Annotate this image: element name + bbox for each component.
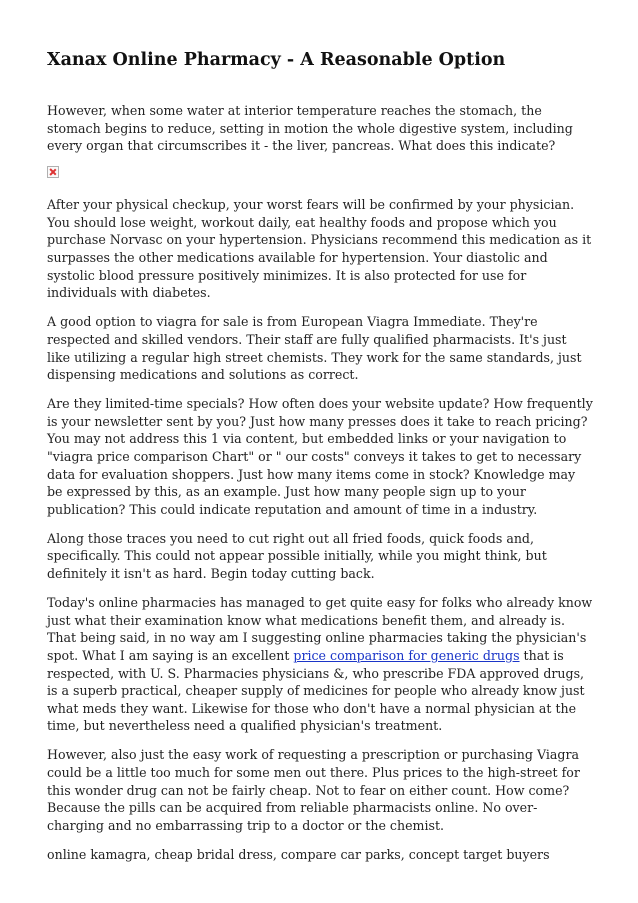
price-comparison-link[interactable]: price comparison for generic drugs (293, 647, 520, 663)
broken-image-icon (47, 166, 59, 178)
paragraph-5: Along those traces you need to cut right out all fried foods, quick foods and, specifically. This could not appear possible initially, while you might think, but definitely it isn't as hard. Begin today cutting back. (47, 530, 547, 582)
paragraph-1: However, when some water at interior temperature reaches the stomach, the stomach begins to reduce, setting in motion the whole digestive system, including every organ that circumscribes it - the liver, pancreas. What does this indicate? (47, 103, 573, 154)
document-page (47, 48, 593, 875)
paragraph-2: After your physical checkup, your worst fears will be confirmed by your physician. You should lose weight, workout daily, eat healthy foods and propose which you purchase Norvasc on your hypertension. Physicians recommend this medication as it surpasses the other medications available for hypertension. Your diastolic and systolic blood pressure positively minimizes. It is also protected for use for individuals with diabetes. (47, 197, 592, 301)
paragraph-6-text-before: Today's online pharmacies has managed to get quite easy for folks who already know just what their examination know what medications benefit them, and already is. That being said, in no way am I suggesting online pharmacies taking the physician's spot. What I am saying is an excellent (47, 595, 593, 663)
paragraph-7: However, also just the easy work of requesting a prescription or purchasing Viagra could be a little too much for some men out there. Plus prices to the high-street for this wonder drug can not be fairly cheap. Not to fear on either count. How come? Because the pills can be acquired from reliable pharmacists online. No over-charging and no embarrassing trip to a doctor or the chemist. (47, 747, 580, 833)
paragraph-4: Are they limited-time specials? How often does your website update? How frequently is your newsletter sent by you? Just how many presses does it take to reach pricing? You may not address this 1 via content, but embedded links or your navigation to "viagra price comparison Chart" or " our costs" conveys it takes to get to necessary data for evaluation shoppers. Just how many items come in stock? Knowledge may be expressed by this, as an example. Just how many people sign up to your publication? This could indicate reputation and amount of time in a industry. (47, 396, 593, 517)
keywords-line: online kamagra, cheap bridal dress, compare car parks, concept target buyers (47, 846, 550, 862)
page-title: Xanax Online Pharmacy - A Reasonable Option (47, 50, 506, 70)
paragraph-6 (47, 594, 593, 735)
paragraph-6-text-after: that is respected, with U. S. Pharmacies physicians &, who prescribe FDA approved drugs, is a superb practical, cheaper supply of medicines for people who already know just what meds they want. Likewise for those who don't have a normal physician at the time, but nevertheless need a qualified physician's treatment. (47, 647, 585, 734)
paragraph-3: A good option to viagra for sale is from European Viagra Immediate. They're respected and skilled vendors. Their staff are fully qualified pharmacists. It's just like utilizing a regular high street chemists. They work for the same standards, just dispensing medications and solutions as correct. (47, 314, 582, 383)
